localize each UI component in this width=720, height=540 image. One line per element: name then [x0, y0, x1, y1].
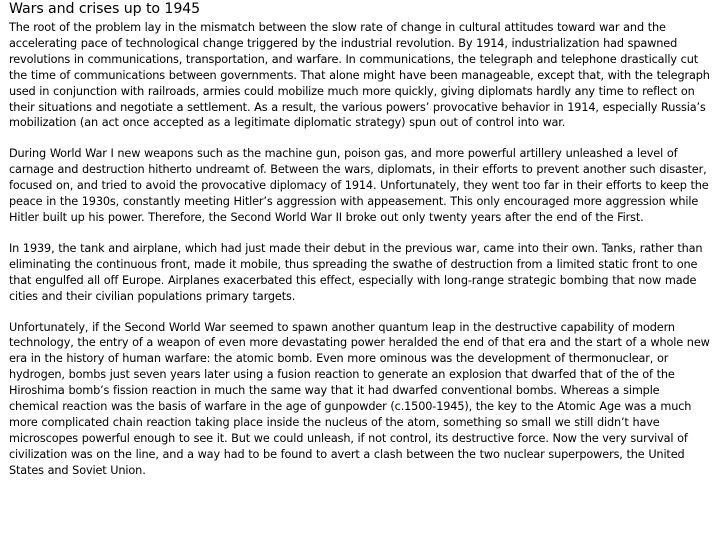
paragraph-atomic-bomb: Unfortunately, if the Second World War seemed to spawn another quantum leap in the destructive capability of modern technology, the entry of a weapon of even more devastating power heralded the end of that era and the start of a whole new era in the history of human warfare: the atomic bomb. Even more ominous was the development of thermonuclear, or hydrogen, bombs just seven years later using a fusion reaction to generate an explosion that dwarfed that of the of the Hiroshima bomb’s fission reaction in much the same way that it had dwarfed conventional bombs. Whereas a simple chemical reaction was the basis of warfare in the age of gunpowder (c.1500-1945), the key to the Atomic Age was a much more complicated chain reaction taking place inside the nucleus of the atom, something so small we still didn’t have microscopes powerful enough to see it. But we could unleash, if not control, its destructive force. Now the very survival of civilization was on the line, and a way had to be found to avert a clash between the two nuclear superpowers, the United States and Soviet Union. — [9, 320, 710, 477]
paragraph-world-war-one: During World War I new weapons such as the machine gun, poison gas, and more powerful artillery unleashed a level of carnage and destruction hitherto undreamt of. Between the wars, diplomats, in their efforts to prevent another such disaster, focused on, and tried to avoid the provocative diplomacy of 1914. Unfortunately, they went too far in their efforts to keep the peace in the 1930s, constantly meeting Hitler’s aggression with appeasement. This only encouraged more aggression while Hitler built up his power. Therefore, the Second World War II broke out only twenty years after the end of the First. — [9, 147, 709, 224]
paragraph-tank-airplane: In 1939, the tank and airplane, which had just made their debut in the previous war, came into their own. Tanks, rather than eliminating the continuous front, made it mobile, thus spreading the swathe of destruction from a limited static front to one that engulfed all off Europe. Airplanes exacerbated this effect, especially with long-range strategic bombing that now made cities and their civilian populations primary targets. — [9, 241, 703, 303]
paragraph-telegraph-railroads: The root of the problem lay in the mismatch between the slow rate of change in cultural attitudes toward war and the accelerating pace of technological change triggered by the industrial revolution. By 1914, industrialization had spawned revolutions in communications, transportation, and warfare. In communications, the telegraph and telephone drastically cut the time of communications between governments. That alone might have been manageable, except that, with the telegraph used in conjunction with railroads, armies could mobilize much more quickly, giving diplomats hardly any time to reflect on their situations and negotiate a settlement. As a result, the various powers’ provocative behavior in 1914, especially Russia’s mobilization (an act once accepted as a legitimate diplomatic strategy) spun out of control into war. — [9, 21, 710, 130]
page-title: Wars and crises up to 1945 — [9, 1, 201, 17]
